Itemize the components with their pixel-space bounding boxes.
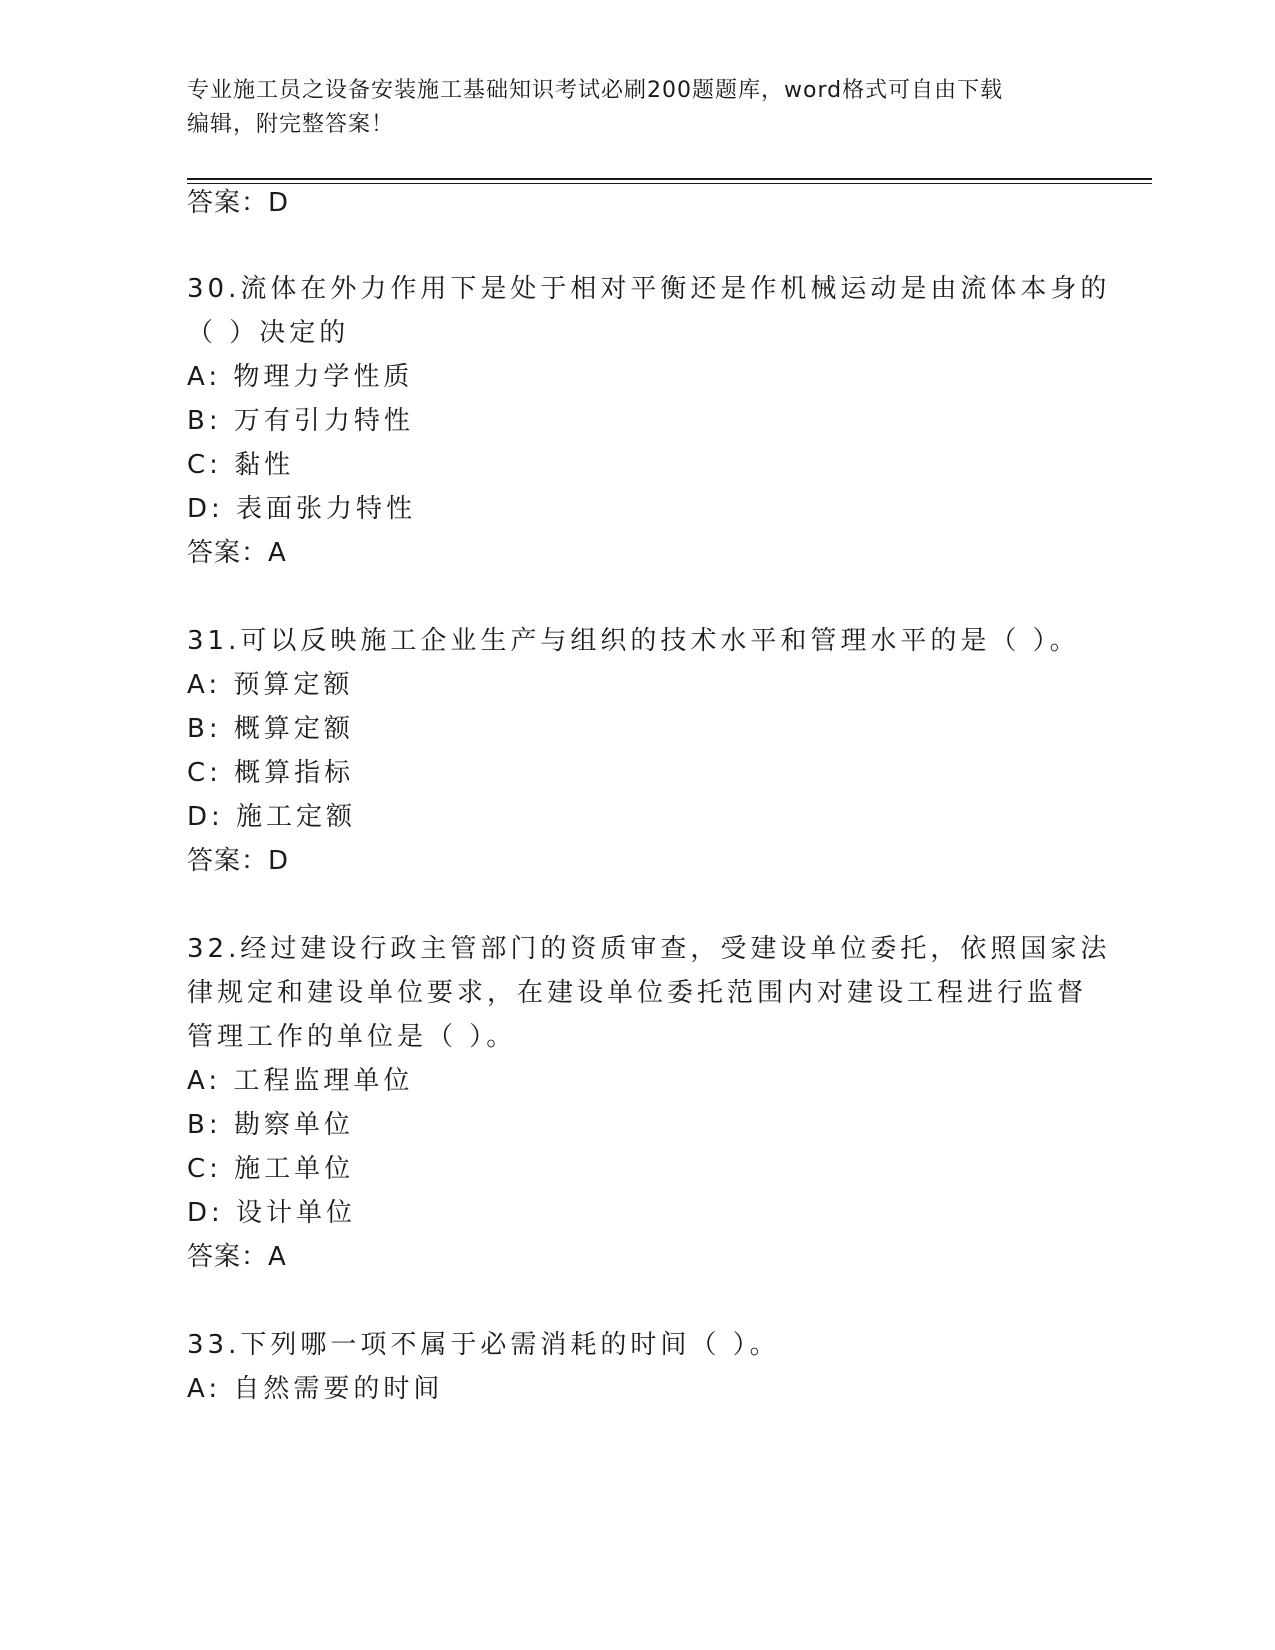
question-31-option-d: D: 施工定额 <box>187 802 357 832</box>
question-31-option-c: C: 概算指标 <box>187 758 355 788</box>
question-31-answer: 答案：D <box>187 846 290 876</box>
document-header <box>187 74 1087 142</box>
header-line-1: 专业施工员之设备安装施工基础知识考试必刷200题题库，word格式可自由下载 <box>187 78 1004 103</box>
question-30-option-d: D: 表面张力特性 <box>187 494 417 524</box>
question-31-stem-line-1: 31.可以反映施工企业生产与组织的技术水平和管理水平的是（ ）。 <box>187 626 1080 656</box>
question-30-answer: 答案：A <box>187 538 287 568</box>
header-divider-thick <box>187 178 1152 180</box>
question-32-stem-line-3: 管理工作的单位是（ ）。 <box>187 1022 517 1052</box>
question-31-option-a: A: 预算定额 <box>187 670 354 700</box>
question-32-option-b: B: 勘察单位 <box>187 1110 354 1140</box>
question-32-option-a: A: 工程监理单位 <box>187 1066 414 1096</box>
question-30-option-c: C: 黏性 <box>187 450 295 480</box>
question-32-answer: 答案：A <box>187 1242 287 1272</box>
question-33-stem-line-1: 33.下列哪一项不属于必需消耗的时间（ ）。 <box>187 1330 780 1360</box>
header-line-2: 编辑，附完整答案！ <box>187 112 395 137</box>
question-30-stem-line-1: 30.流体在外力作用下是处于相对平衡还是作机械运动是由流体本身的 <box>187 274 1111 304</box>
question-32-stem-line-1: 32.经过建设行政主管部门的资质审查，受建设单位委托，依照国家法 <box>187 934 1111 964</box>
header-divider-thin <box>187 183 1152 184</box>
question-32-stem-line-2: 律规定和建设单位要求，在建设单位委托范围内对建设工程进行监督 <box>187 978 1088 1008</box>
question-31-option-b: B: 概算定额 <box>187 714 354 744</box>
question-30-option-b: B: 万有引力特性 <box>187 406 414 436</box>
question-32-option-d: D: 设计单位 <box>187 1198 357 1228</box>
question-30-option-a: A: 物理力学性质 <box>187 362 414 392</box>
question-32-option-c: C: 施工单位 <box>187 1154 355 1184</box>
previous-answer: 答案：D <box>187 188 290 218</box>
question-33-option-a: A: 自然需要的时间 <box>187 1374 444 1404</box>
question-30-stem-line-2: （ ）决定的 <box>187 318 350 348</box>
